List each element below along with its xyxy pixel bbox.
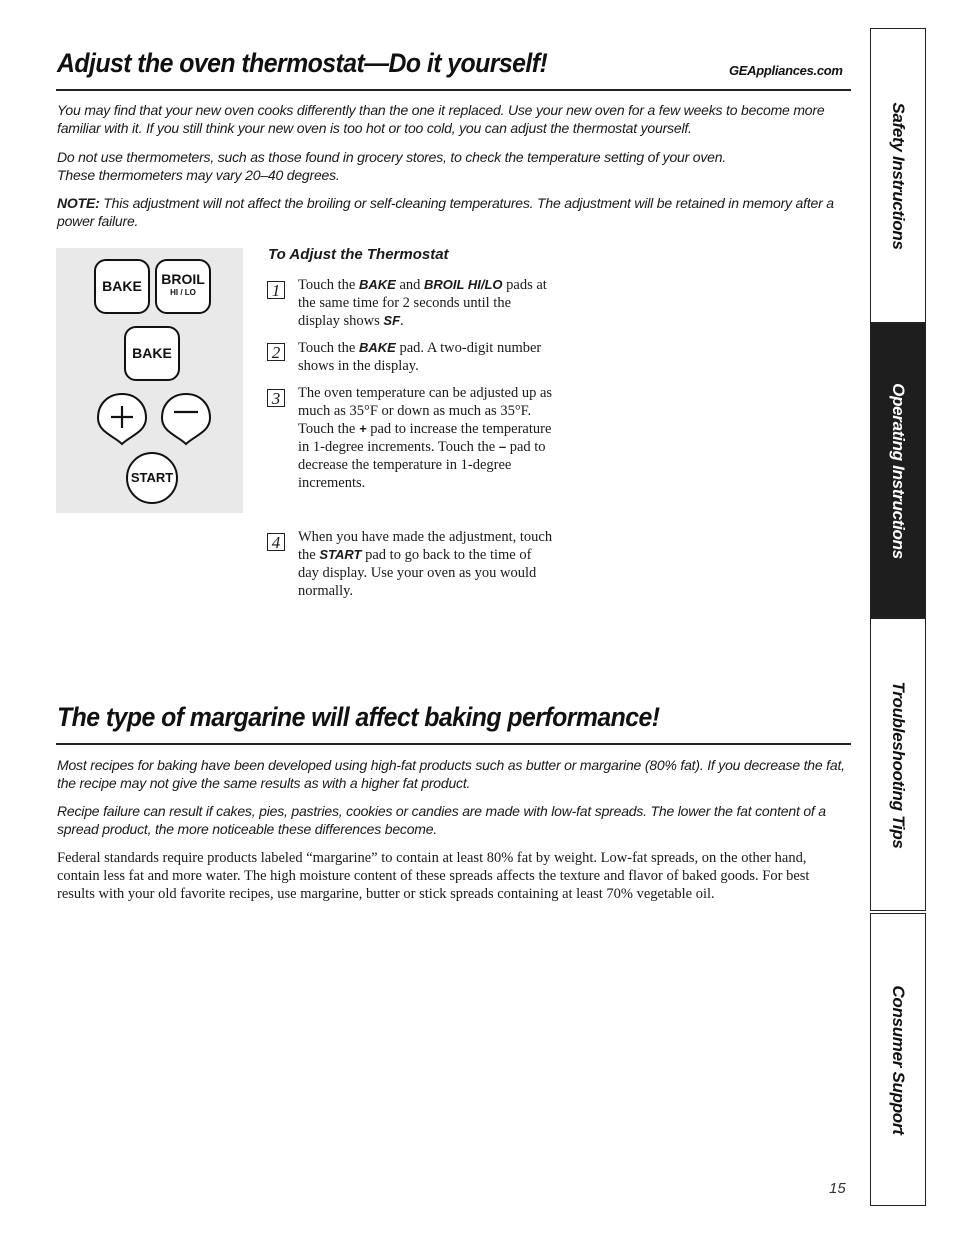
tab-label: Operating Instructions [889,382,908,559]
step-1-text [298,276,553,330]
step-2-text-part: pad. A two-digit number shows in the display. [298,340,542,374]
step-3-text [298,384,553,492]
step-2-text-part: Touch the [298,340,359,356]
tab-label: Consumer Support [889,984,908,1135]
broil-key-label: BROIL [161,271,205,287]
step-number-2: 2 [267,343,285,361]
step-1-sf-display-ref: SF [383,313,401,328]
tab-operating-instructions[interactable] [870,323,926,618]
tab-label: Safety Instructions [889,101,908,250]
step-3-plus-key-ref: + [359,421,367,436]
step-3-text-part: pad to decrease the temperature in 1-degree increments. [298,439,546,491]
website-link[interactable]: GEAppliances.com [729,63,843,78]
thermometer-warning [57,148,852,184]
step-1-text-part: . [400,313,404,329]
note-text: This adjustment will not affect the broiling or self-cleaning temperatures. The adjustment will be retained in memory after a power failure. [57,195,834,229]
step-4-text-part: When you have made the adjustment, touch the [298,529,553,563]
step-3-text-part: pad to increase the temperature in 1-degree increments. Touch the [298,421,552,455]
start-key: START [126,452,178,504]
step-number-3: 3 [267,389,285,407]
margarine-paragraph-1: Most recipes for baking have been developed using high-fat products such as butter or margarine (80% fat). If you decrease the fat, the recipe may not give the same results as with a higher fat product. [57,757,845,791]
margarine-paragraph-3: Federal standards require products labeled “margarine” to contain at least 80% fat by weight. Low-fat spreads, on the other hand, contain less fat and more water. The high moisture content of these spreads affects the texture and flavor of baked goods. For best results with your old favorite recipes, use margarine, butter or stick spreads containing at least 70% vegetable oil. [57,850,810,902]
step-4-text-part: pad to go back to the time of day display. Use your oven as you would normally. [298,547,537,599]
section-divider [56,89,851,91]
step-1-text-part: and [395,277,425,293]
tab-label: Troubleshooting Tips [889,680,908,849]
minus-key [158,390,214,446]
thermometer-warning-line-2: These thermometers may vary 20–40 degrees. [57,167,340,183]
control-panel-illustration [56,248,243,513]
page-number: 15 [829,1180,846,1197]
step-2-bake-key-ref: BAKE [359,340,396,355]
broil-hi-lo-key [155,259,211,314]
intro-paragraph: You may find that your new oven cooks differently than the one it replaced. Use your new oven for a few weeks to become more familiar with it. If you still think your new oven is too hot or too cold, you can adjust the thermostat yourself. [57,102,825,136]
step-4-start-key-ref: START [319,547,362,562]
step-4-text [298,528,553,600]
tab-consumer-support[interactable] [870,913,926,1206]
plus-key [94,390,150,446]
step-3-minus-key-ref: – [498,439,507,454]
tab-troubleshooting-tips[interactable] [870,618,926,911]
step-2-text [298,339,553,375]
step-number-4: 4 [267,533,285,551]
step-3-text-part: The oven temperature can be adjusted up as much as 35°F or down as much as 35°F. Touch the [298,385,553,437]
bake-key-middle: BAKE [124,326,180,381]
instructions-heading: To Adjust the Thermostat [268,246,449,263]
tab-safety-instructions[interactable] [870,28,926,323]
thermometer-warning-line-1: Do not use thermometers, such as those found in grocery stores, to check the temperature setting of your oven. [57,149,727,165]
broil-key-sublabel: HI / LO [170,288,196,297]
note-paragraph [57,194,852,230]
bake-key-top: BAKE [94,259,150,314]
step-1-bake-key-ref: BAKE [359,277,396,292]
section-divider [56,743,851,745]
margarine-paragraph-2: Recipe failure can result if cakes, pies, pastries, cookies or candies are made with low-fat spreads. The lower the fat content of a spread product, the more noticeable these differences become. [57,803,826,837]
note-label: NOTE: [57,195,100,211]
section-title-margarine: The type of margarine will affect baking performance! [57,702,660,732]
step-1-text-part: Touch the [298,277,359,293]
step-number-1: 1 [267,281,285,299]
page-title: Adjust the oven thermostat—Do it yourself! [57,48,548,78]
step-1-text-part: pads at the same time for 2 seconds until the display shows [298,277,547,329]
step-1-broil-key-ref: BROIL HI/LO [424,277,503,292]
